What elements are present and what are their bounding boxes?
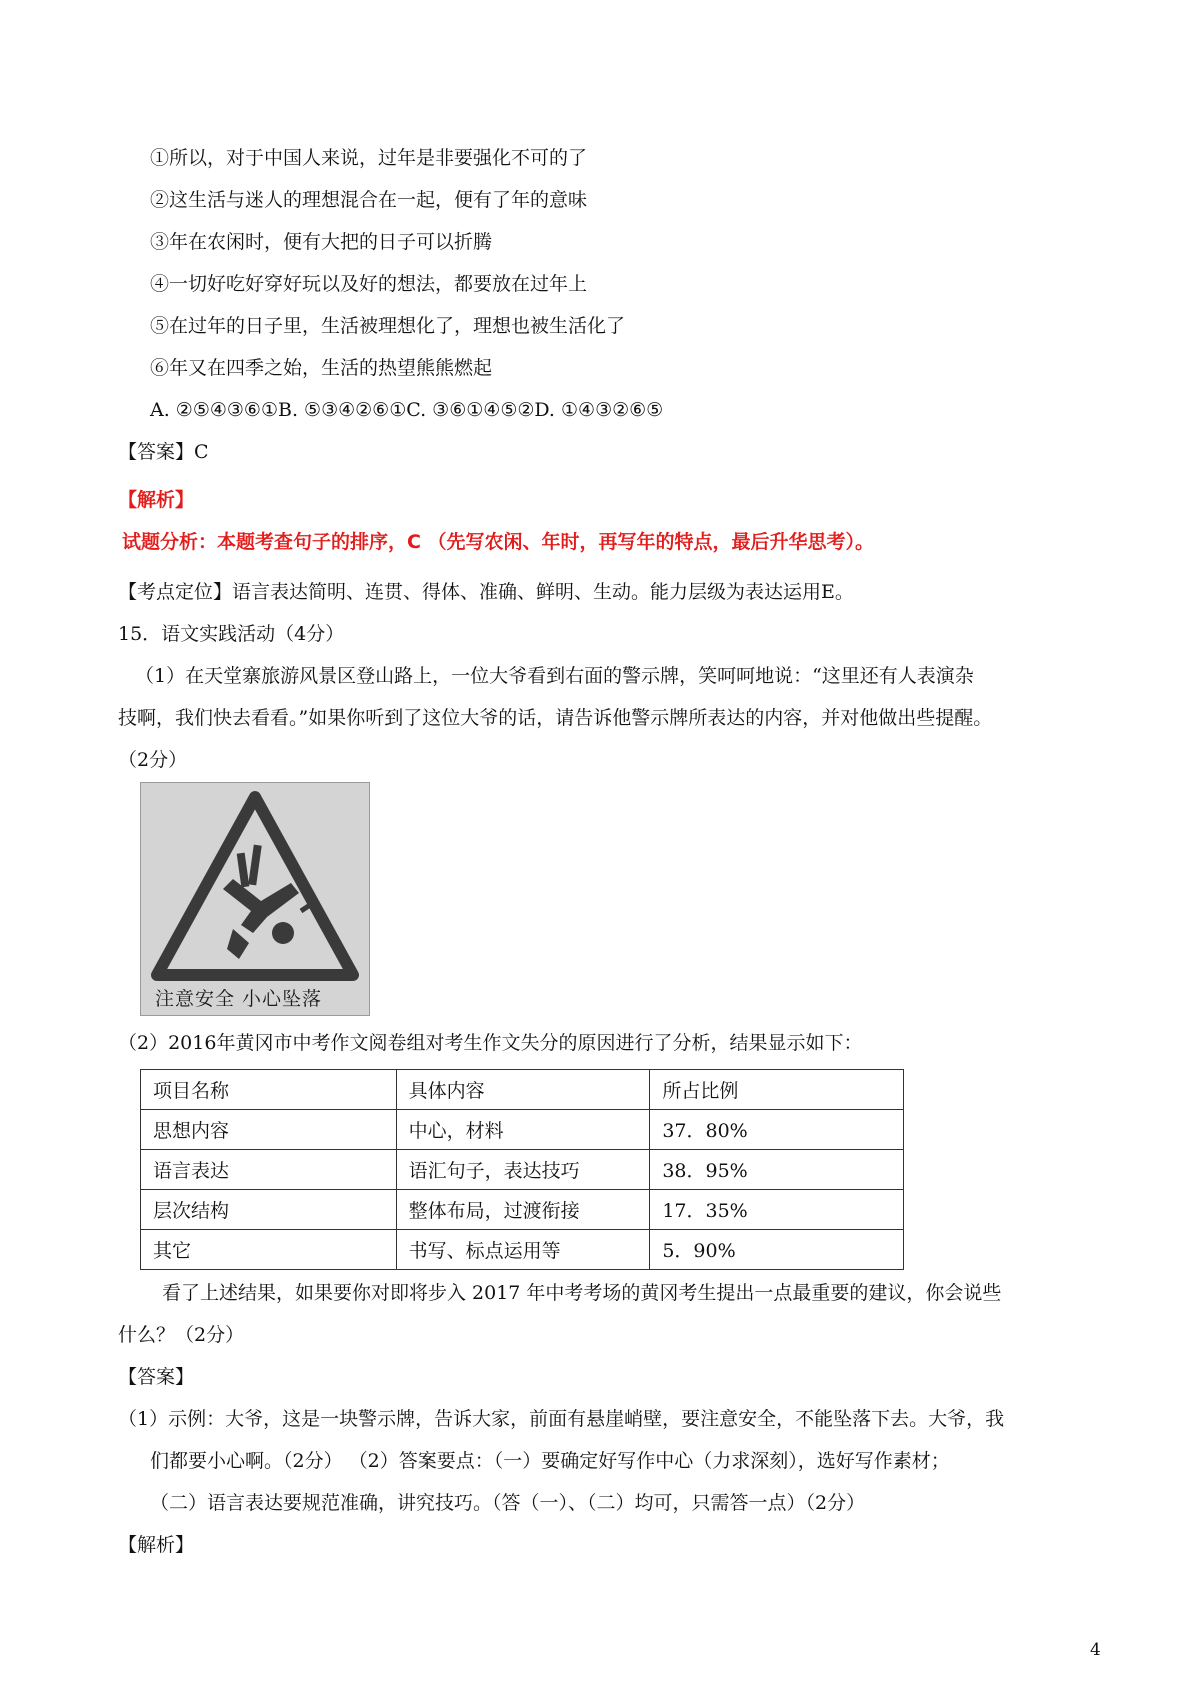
answer-2-line2: 们都要小心啊。（2分） （2）答案要点：（一）要确定好写作中心（力求深刻），选好写作素材； [150, 1450, 950, 1472]
table-header-cell: 具体内容 [396, 1070, 650, 1110]
table-cell: 37．80% [650, 1110, 904, 1150]
warning-sign-image [140, 782, 370, 1016]
analysis-title: 【解析】 [118, 489, 195, 511]
table-cell: 其它 [141, 1230, 397, 1270]
page-number: 4 [1090, 1640, 1101, 1660]
table-cell: 5．90% [650, 1230, 904, 1270]
table-cell: 17．35% [650, 1190, 904, 1230]
table-cell: 语言表达 [141, 1150, 397, 1190]
answer-1: 【答案】C [118, 441, 209, 463]
option-3: ③年在农闲时，便有大把的日子可以折腾 [150, 231, 493, 253]
table-cell: 层次结构 [141, 1190, 397, 1230]
question-15-part1-line2: 技啊，我们快去看看。”如果你听到了这位大爷的话，请告诉他警示牌所表达的内容，并对他做出些提醒。 [118, 707, 993, 729]
table-cell: 整体布局，过渡衔接 [396, 1190, 650, 1230]
warning-sign-caption: 注意安全 小心坠落 [155, 988, 323, 1010]
question-15-part2-line2: 什么？（2分） [118, 1324, 245, 1346]
table-cell: 书写、标点运用等 [396, 1230, 650, 1270]
table-row [141, 1230, 904, 1270]
option-6: ⑥年又在四季之始，生活的热望熊熊燃起 [150, 357, 493, 379]
table-cell: 中心，材料 [396, 1110, 650, 1150]
analysis-2-title: 【解析】 [118, 1534, 195, 1556]
table-cell: 思想内容 [141, 1110, 397, 1150]
table-header-row [141, 1070, 904, 1110]
table-cell: 语汇句子，表达技巧 [396, 1150, 650, 1190]
question-15-title: 15．语文实践活动（4分） [118, 623, 345, 645]
score-loss-table [140, 1069, 904, 1270]
table-row [141, 1110, 904, 1150]
kaodian: 【考点定位】语言表达简明、连贯、得体、准确、鲜明、生动。能力层级为表达运用E。 [118, 581, 854, 603]
answer-2-line3: （二）语言表达要规范准确，讲究技巧。（答（一）、（二）均可，只需答一点）（2分） [150, 1492, 866, 1514]
question-15-part2-line1: 看了上述结果，如果要你对即将步入 2017 年中考考场的黄冈考生提出一点最重要的建议，你会说些 [162, 1282, 1002, 1304]
choice-list: A. ②⑤④③⑥①B. ⑤③④②⑥①C. ③⑥①④⑤②D. ①④③②⑥⑤ [150, 399, 664, 421]
falling-person-warning-icon [141, 783, 369, 1015]
option-2: ②这生活与迷人的理想混合在一起，便有了年的意味 [150, 189, 588, 211]
option-1: ①所以，对于中国人来说，过年是非要强化不可的了 [150, 147, 588, 169]
table-cell: 38．95% [650, 1150, 904, 1190]
option-4: ④一切好吃好穿好玩以及好的想法，都要放在过年上 [150, 273, 588, 295]
answer-2-title: 【答案】 [118, 1366, 195, 1388]
question-15-part2-intro: （2）2016年黄冈市中考作文阅卷组对考生作文失分的原因进行了分析，结果显示如下： [118, 1032, 863, 1054]
option-5: ⑤在过年的日子里，生活被理想化了，理想也被生活化了 [150, 315, 626, 337]
question-15-part1-line3: （2分） [118, 749, 188, 771]
answer-2-line1: （1）示例：大爷，这是一块警示牌，告诉大家，前面有悬崖峭壁，要注意安全，不能坠落下去。大爷，我 [118, 1408, 1005, 1430]
table-header-cell: 项目名称 [141, 1070, 397, 1110]
question-15-part1-line1: （1）在天堂寨旅游风景区登山路上，一位大爷看到右面的警示牌，笑呵呵地说：“这里还有人表演杂 [135, 665, 974, 687]
table-row [141, 1150, 904, 1190]
analysis-text: 试题分析：本题考查句子的排序，C （先写农闲、年时，再写年的特点，最后升华思考）。 [122, 531, 875, 553]
table-row [141, 1190, 904, 1230]
table-header-cell: 所占比例 [650, 1070, 904, 1110]
